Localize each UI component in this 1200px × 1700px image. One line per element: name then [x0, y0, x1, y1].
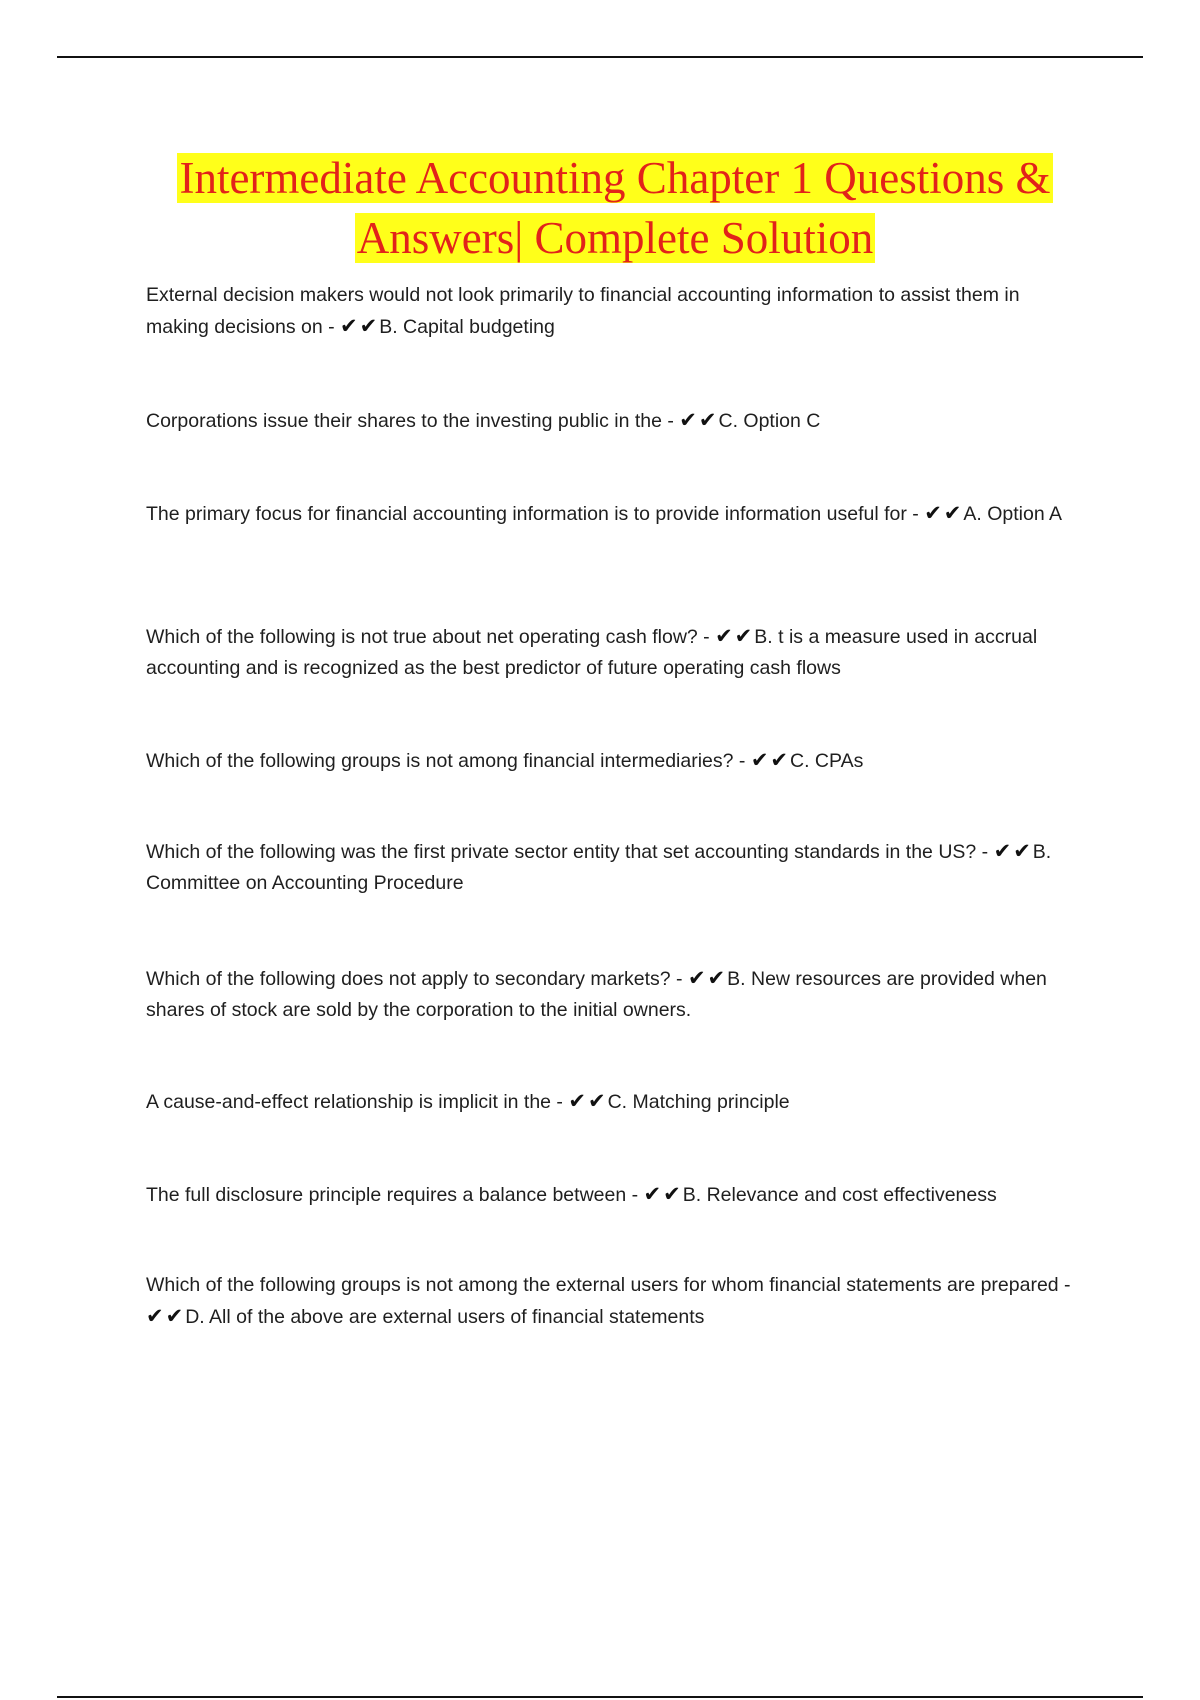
double-check-icon: ✔✔ [340, 314, 380, 338]
question-text: Which of the following groups is not among financial intermediaries? - [146, 750, 751, 772]
qa-item-8 [146, 1086, 1086, 1118]
qa-item-3 [146, 498, 1086, 530]
double-check-icon: ✔✔ [715, 624, 755, 648]
question-text: A cause-and-effect relationship is implicit in the - [146, 1091, 569, 1113]
answer-text: B. New resources are provided when shares of stock are sold by the corporation to the initial owners. [146, 968, 1047, 1021]
question-text: Which of the following does not apply to secondary markets? - [146, 968, 688, 990]
double-check-icon: ✔✔ [924, 501, 964, 525]
qa-item-2 [146, 405, 1086, 437]
answer-text: D. All of the above are external users of financial statements [185, 1306, 705, 1328]
bottom-rule [57, 1696, 1143, 1698]
answer-text: B. Committee on Accounting Procedure [146, 841, 1052, 894]
question-text: The full disclosure principle requires a balance between - [146, 1184, 644, 1206]
qa-item-9 [146, 1179, 1086, 1211]
question-text: The primary focus for financial accounting information is to provide information useful for - [146, 503, 925, 525]
double-check-icon: ✔✔ [568, 1089, 608, 1113]
double-check-icon: ✔✔ [643, 1182, 683, 1206]
qa-item-7 [146, 963, 1086, 1026]
double-check-icon: ✔✔ [750, 748, 791, 772]
answer-text: B. Capital budgeting [379, 316, 555, 338]
question-text: External decision makers would not look primarily to financial accounting information to assist them in making decisions on - [146, 284, 1020, 338]
double-check-icon: ✔✔ [146, 1304, 186, 1328]
qa-item-6 [146, 836, 1086, 899]
qa-item-1 [146, 280, 1086, 343]
qa-item-4 [146, 621, 1086, 684]
document-title [110, 148, 1120, 268]
answer-text: C. Matching principle [607, 1091, 790, 1113]
answer-text: B. t is a measure used in accrual accounting and is recognized as the best predictor of future operating cash flows [146, 626, 1038, 679]
answer-text: C. CPAs [790, 750, 864, 772]
question-text: Which of the following was the first private sector entity that set accounting standards in the US? - [146, 841, 994, 863]
answer-text: B. Relevance and cost effectiveness [682, 1184, 997, 1206]
question-text: Corporations issue their shares to the investing public in the - [146, 410, 680, 432]
double-check-icon: ✔✔ [993, 839, 1033, 863]
top-rule [57, 56, 1143, 58]
title-line-1: Intermediate Accounting Chapter 1 Questions & [179, 153, 1051, 203]
answer-text: A. Option A [963, 503, 1063, 525]
qa-item-10 [146, 1270, 1086, 1333]
answer-text: C. Option C [718, 410, 821, 432]
qa-item-5 [146, 745, 1086, 777]
title-line-2: Answers| Complete Solution [356, 213, 874, 263]
question-text: Which of the following groups is not among the external users for whom financial statements are prepared - [146, 1274, 1071, 1296]
double-check-icon: ✔✔ [687, 966, 728, 990]
double-check-icon: ✔✔ [679, 408, 719, 432]
question-text: Which of the following is not true about net operating cash flow? - [146, 626, 716, 648]
